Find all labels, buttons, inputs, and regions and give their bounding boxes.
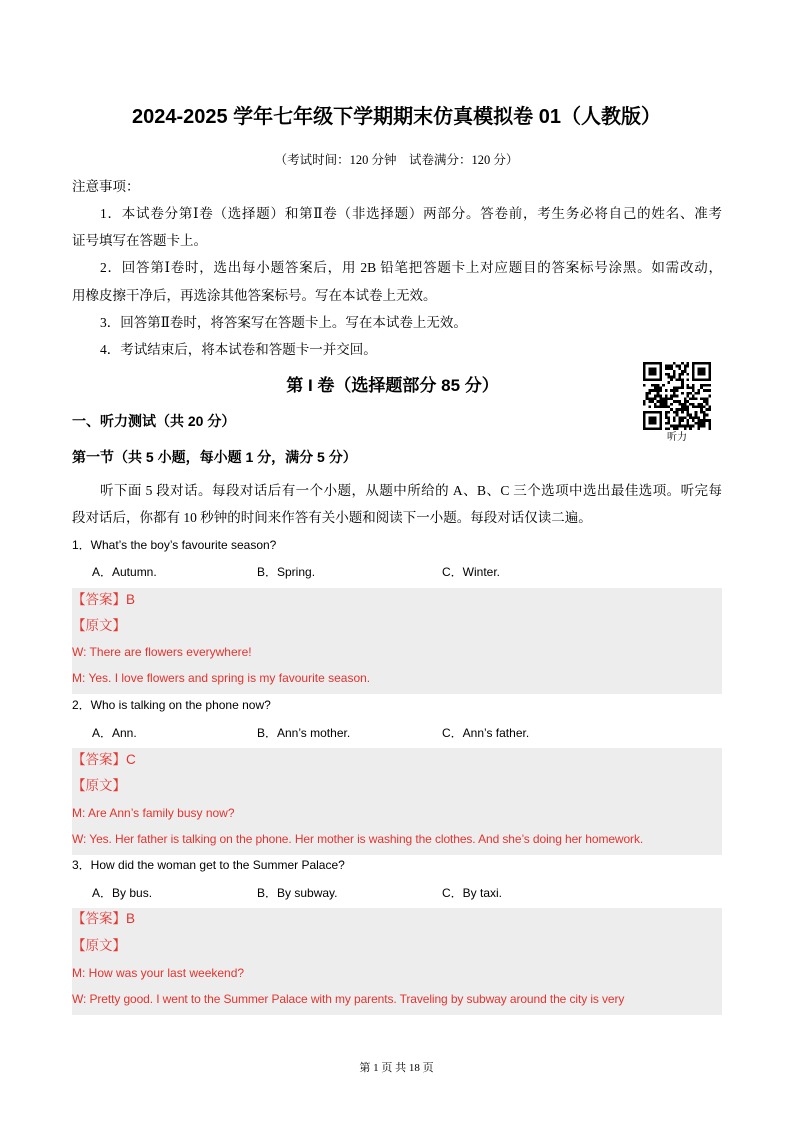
- answer-box: [72, 908, 722, 1015]
- part1-heading: 第 I 卷（选择题部分 85 分）: [286, 376, 499, 395]
- option-c: C．Winter.: [442, 565, 501, 579]
- notice-line: 证号填写在答题卡上。: [72, 233, 207, 248]
- transcript-line: W: There are flowers everywhere!: [72, 645, 252, 659]
- instruction-line: 段对话后，你都有 10 秒钟的时间来作答有关小题和阅读下一小题。每段对话仅读二遍。: [72, 510, 592, 525]
- qr-code: [643, 362, 711, 430]
- answer: 【答案】C: [72, 752, 136, 767]
- option-b: B．Ann’s mother.: [257, 726, 351, 740]
- transcript-label: 【原文】: [72, 618, 126, 633]
- question-stem: 2．Who is talking on the phone now?: [72, 698, 271, 712]
- transcript-line: M: Are Ann’s family busy now?: [72, 806, 235, 820]
- instruction-line: 听下面 5 段对话。每段对话后有一个小题，从题中所给的 A、B、C 三个选项中选出最佳选项。听完每: [100, 483, 722, 498]
- transcript-line: W: Pretty good. I went to the Summer Palace with my parents. Traveling by subway around the city is very: [72, 992, 625, 1006]
- option-a: A．Ann.: [92, 726, 137, 740]
- transcript-line: M: Yes. I love flowers and spring is my favourite season.: [72, 671, 371, 685]
- page-footer: 第 1 页 共 18 页: [359, 1062, 434, 1074]
- notice-line: 用橡皮擦干净后，再选涂其他答案标号。写在本试卷上无效。: [72, 288, 437, 303]
- transcript-label: 【原文】: [72, 938, 126, 953]
- answer-box: [72, 588, 722, 694]
- notice-line: 4．考试结束后，将本试卷和答题卡一并交回。: [100, 342, 377, 357]
- option-c: C．By taxi.: [442, 886, 503, 900]
- answer: 【答案】B: [72, 911, 136, 926]
- question-stem: 1．What’s the boy’s favourite season?: [72, 538, 277, 552]
- option-b: B．By subway.: [257, 886, 338, 900]
- transcript-label: 【原文】: [72, 778, 126, 793]
- section1-heading: 一、听力测试（共 20 分）: [72, 413, 236, 429]
- exam-title: 2024-2025 学年七年级下学期期末仿真模拟卷 01（人教版）: [131, 106, 661, 128]
- exam-info: （考试时间：120 分钟 试卷满分：120 分）: [274, 153, 519, 167]
- notice-heading: 注意事项：: [72, 179, 140, 194]
- answer-box: [72, 748, 722, 855]
- qr-label: 听力: [667, 432, 687, 443]
- notice-line: 2．回答第Ⅰ卷时，选出每小题答案后，用 2B 铅笔把答题卡上对应题目的答案标号涂黑。如需改动，: [100, 260, 722, 275]
- question-stem: 3．How did the woman get to the Summer Palace?: [72, 858, 345, 872]
- answer: 【答案】B: [72, 592, 136, 607]
- subsection-heading: 第一节（共 5 小题，每小题 1 分，满分 5 分）: [72, 449, 357, 465]
- option-b: B．Spring.: [257, 565, 316, 579]
- notice-line: 1．本试卷分第Ⅰ卷（选择题）和第Ⅱ卷（非选择题）两部分。答卷前，考生务必将自己的姓名、准考: [100, 206, 722, 221]
- option-a: A．By bus.: [92, 886, 153, 900]
- option-a: A．Autumn.: [92, 565, 157, 579]
- transcript-line: W: Yes. Her father is talking on the phone. Her mother is washing the clothes. And she’s doing her homework.: [72, 832, 644, 846]
- notice-line: 3．回答第Ⅱ卷时，将答案写在答题卡上。写在本试卷上无效。: [100, 315, 467, 330]
- transcript-line: M: How was your last weekend?: [72, 966, 245, 980]
- option-c: C．Ann’s father.: [442, 726, 530, 740]
